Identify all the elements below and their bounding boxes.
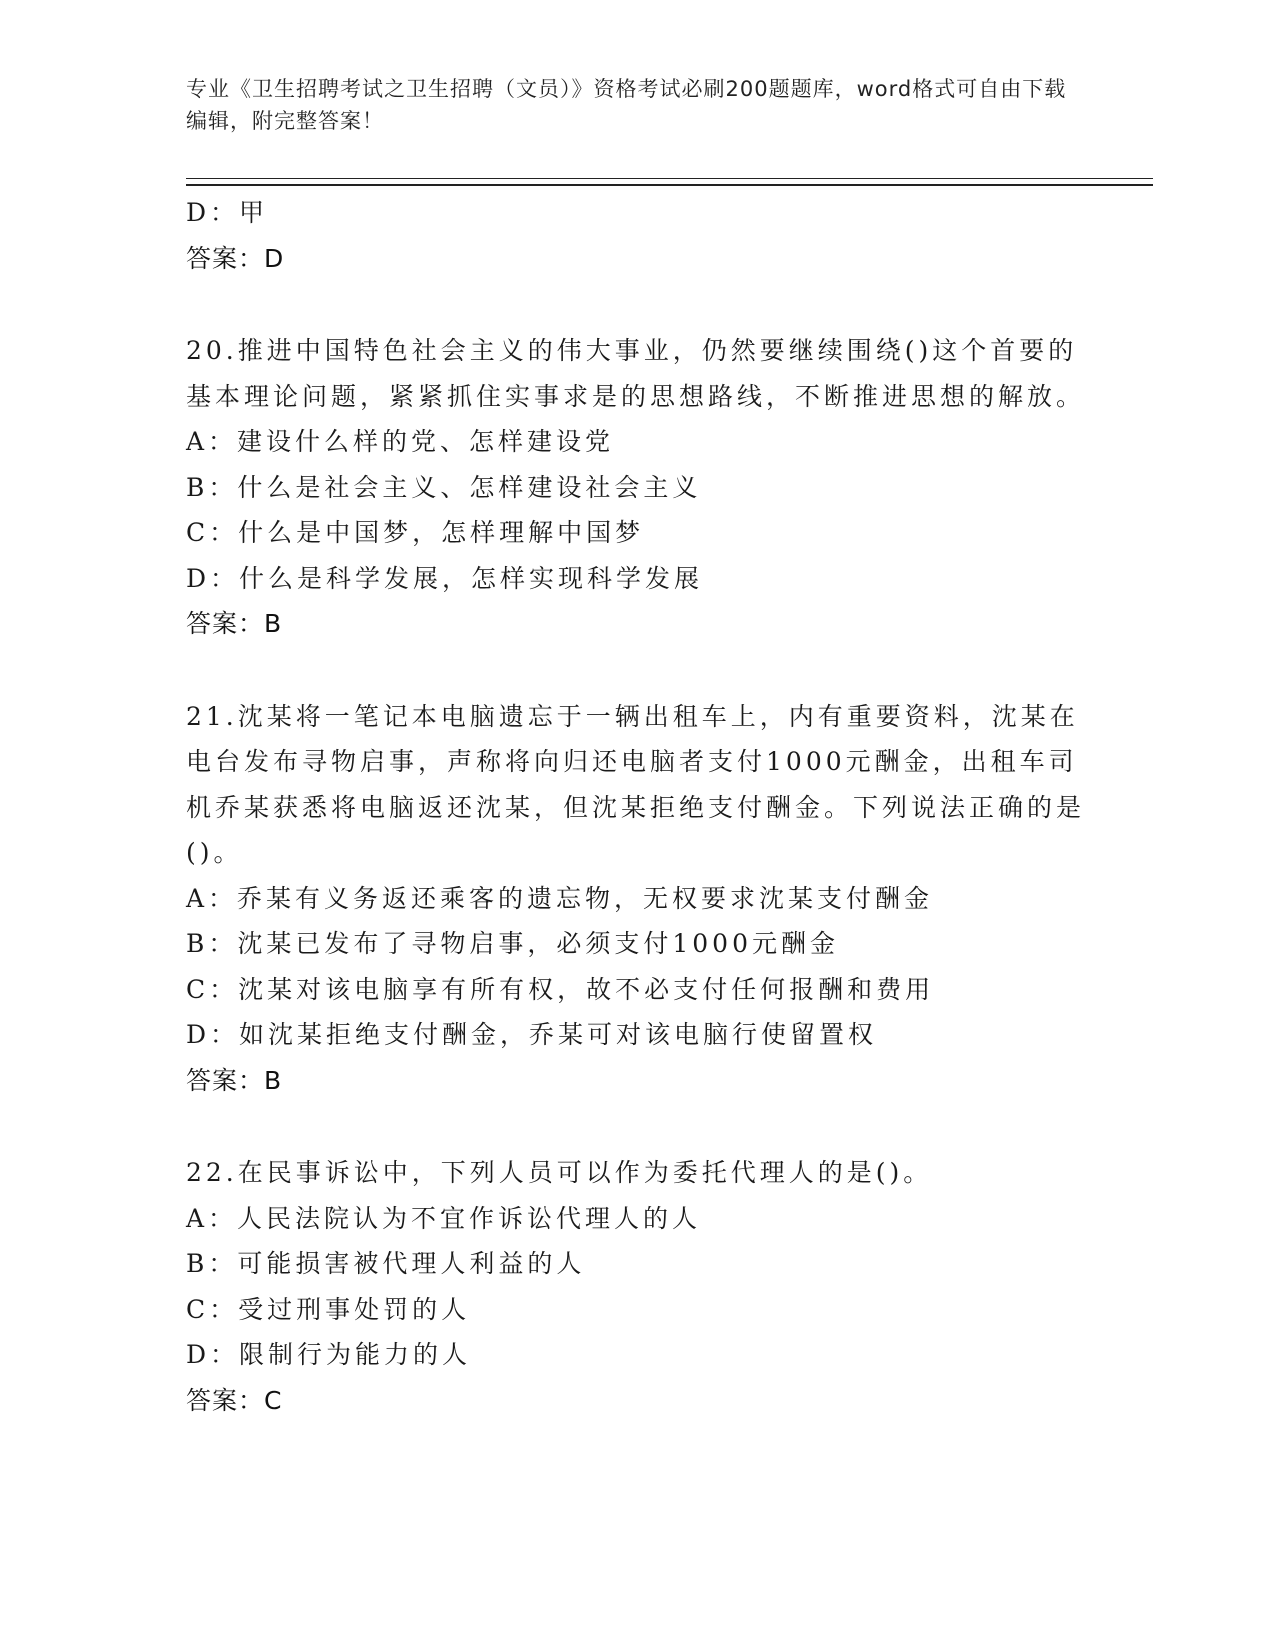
question-stem: 21.沈某将一笔记本电脑遗忘于一辆出租车上，内有重要资料，沈某在电台发布寻物启事，声称将向归还电脑者支付1000元酬金，出租车司机乔某获悉将电脑返还沈某，但沈某拒绝支付酬金。下列说法正确的是()。 xyxy=(186,701,1086,867)
question-list xyxy=(186,190,1086,1423)
option-c: C：受过刑事处罚的人 xyxy=(186,1294,471,1324)
option-d: D：甲 xyxy=(186,198,269,227)
answer-line: 答案：C xyxy=(186,1385,283,1415)
document-header xyxy=(186,73,1086,137)
answer-line: 答案：D xyxy=(186,243,285,273)
header-divider xyxy=(186,178,1153,186)
option-c: C：沈某对该电脑享有所有权，故不必支付任何报酬和费用 xyxy=(186,974,935,1004)
option-c: C：什么是中国梦，怎样理解中国梦 xyxy=(186,518,645,547)
option-d: D：如沈某拒绝支付酬金，乔某可对该电脑行使留置权 xyxy=(186,1020,878,1049)
option-d: D：限制行为能力的人 xyxy=(186,1340,472,1369)
answer-line: 答案：B xyxy=(186,1065,283,1095)
option-d: D：什么是科学发展，怎样实现科学发展 xyxy=(186,563,704,593)
option-b: B：什么是社会主义、怎样建设社会主义 xyxy=(186,472,702,502)
answer-line: 答案：B xyxy=(186,609,283,638)
option-b: B：可能损害被代理人利益的人 xyxy=(186,1249,586,1278)
option-a: A：建设什么样的党、怎样建设党 xyxy=(186,427,615,456)
carryover-question xyxy=(186,190,1086,281)
question-stem: 20.推进中国特色社会主义的伟大事业，仍然要继续围绕()这个首要的基本理论问题，紧紧抓住实事求是的思想路线，不断推进思想的解放。 xyxy=(186,336,1086,411)
header-title: 专业《卫生招聘考试之卫生招聘（文员）》资格考试必刷200题题库，word格式可自由下载编辑，附完整答案！ xyxy=(186,77,1067,133)
option-a: A：乔某有义务返还乘客的遗忘物，无权要求沈某支付酬金 xyxy=(186,883,934,913)
option-a: A：人民法院认为不宜作诉讼代理人的人 xyxy=(186,1203,702,1233)
question-21 xyxy=(186,694,1086,1104)
option-b: B：沈某已发布了寻物启事，必须支付1000元酬金 xyxy=(186,929,839,958)
question-20 xyxy=(186,328,1086,647)
question-22 xyxy=(186,1150,1086,1423)
question-stem: 22.在民事诉讼中，下列人员可以作为委托代理人的是()。 xyxy=(186,1158,933,1187)
